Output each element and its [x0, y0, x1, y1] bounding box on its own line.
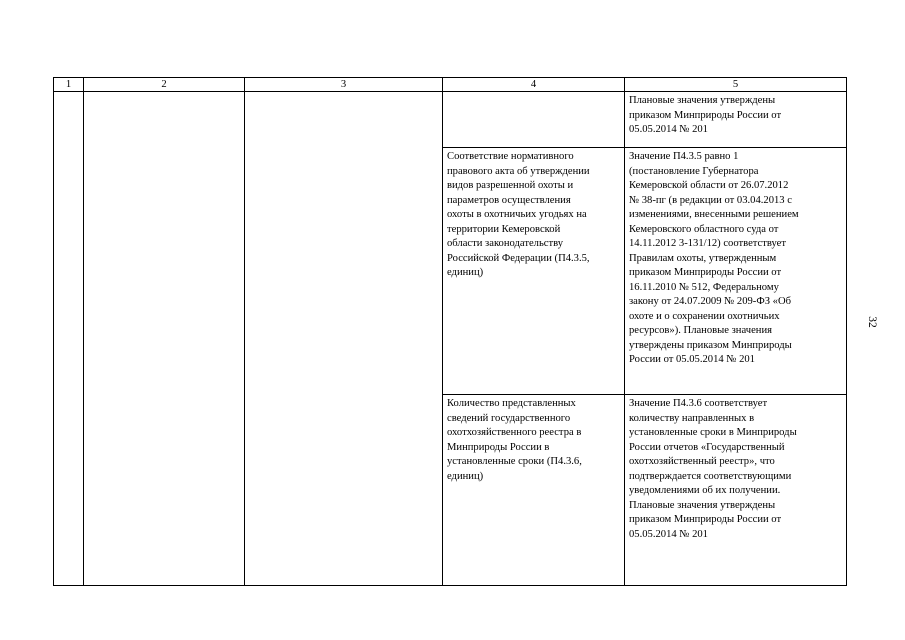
column-header: 1 [54, 78, 84, 92]
data-table [53, 77, 847, 586]
column-header: 4 [443, 78, 625, 92]
cell-text [245, 92, 442, 98]
cell-text: Соответствие нормативного правового акта об утверждении видов разрешенной охоты и параметров осуществления охоты в охотничьих угодьях на территории Кемеровской области законодательству Российской Федерации (П4.3.5, единиц) [447, 151, 590, 278]
page-number: 32 [866, 316, 878, 328]
table-cell [625, 395, 847, 586]
table-cell [443, 92, 625, 148]
cell-text: Количество представленных сведений государственного охотхозяйственного реестра в Минприроды России в установленные сроки (П4.3.6, единиц) [447, 398, 582, 482]
table-cell [625, 92, 847, 148]
table-cell [443, 395, 625, 586]
cell-text [54, 92, 83, 98]
cell-text: Значение П4.3.6 соответствует количеству направленных в установленные сроки в Минприроды России отчетов «Государственный охотхозяйственный реестр», что подтверждается соответствующими уведомлениями об их получении. Плановые значения утверждены приказом Минприроды России от 05.05.2014 № 201 [629, 398, 797, 540]
table-cell [54, 92, 84, 586]
cell-text: Значение П4.3.5 равно 1 (постановление Губернатора Кемеровской области от 26.07.2012 № 38-пг (в редакции от 03.04.2013 с изменениями, внесенными решением Кемеровского областного суда от 14.11.2012 3-131/12) соответствует Правилам охоты, утвержденным приказом Минприроды России от 16.11.2010 № 512, Федеральному закону от 24.07.2009 № 209-ФЗ «Об охоте и о сохранении охотничьих ресурсов»). Плановые значения утверждены приказом Минприроды России от 05.05.2014 № 201 [629, 151, 799, 365]
table-cell [245, 92, 443, 586]
cell-text [84, 92, 244, 98]
table-cell [625, 148, 847, 395]
table-cell [443, 148, 625, 395]
column-header: 5 [625, 78, 847, 92]
cell-text [443, 92, 624, 98]
column-header: 3 [245, 78, 443, 92]
cell-text: Плановые значения утверждены приказом Минприроды России от 05.05.2014 № 201 [629, 95, 782, 135]
table-cell [84, 92, 245, 586]
table-row [54, 92, 847, 148]
column-header: 2 [84, 78, 245, 92]
table-header-row [54, 78, 847, 92]
